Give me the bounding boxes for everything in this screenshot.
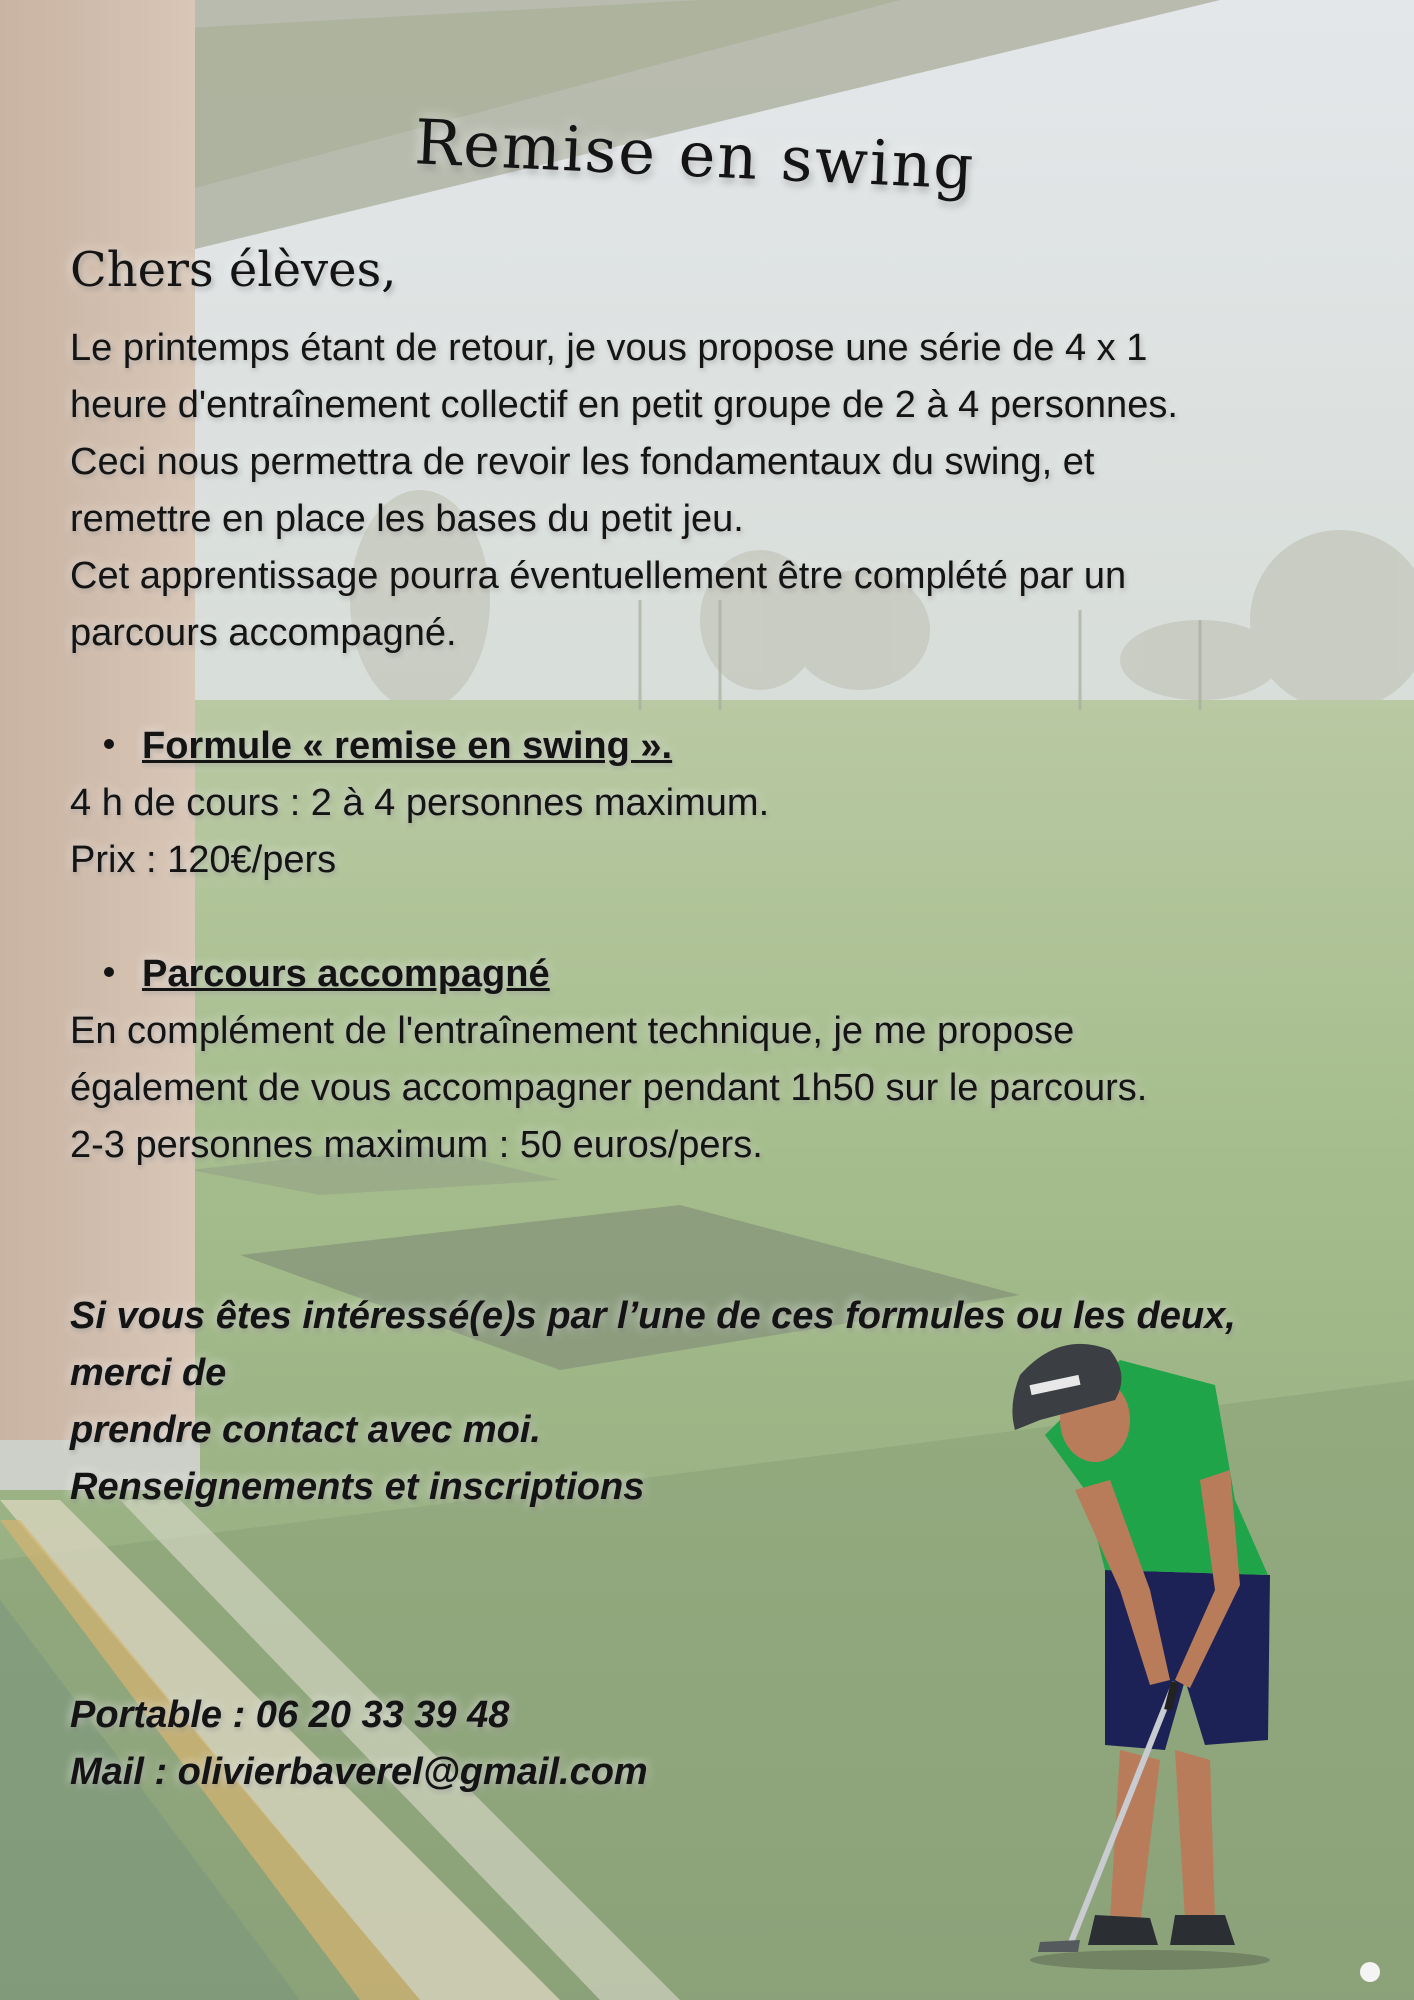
intro-line: Le printemps étant de retour, je vous propose une série de 4 x 1 [70, 327, 1148, 369]
formula2-details [70, 1003, 1147, 1174]
contact-details [70, 1687, 648, 1801]
contact-line: Si vous êtes intéressé(e)s par l’une de ces formules ou les deux, merci de [70, 1295, 1236, 1394]
greeting: Chers élèves, [70, 242, 397, 298]
intro-line: Ceci nous permettra de revoir les fondamentaux du swing, et [70, 441, 1095, 483]
email-address[interactable]: Mail : olivierbaverel@gmail.com [70, 1751, 648, 1793]
formula2-line: En complément de l'entraînement technique, je me propose [70, 1010, 1075, 1052]
formula2-line: 2-3 personnes maximum : 50 euros/pers. [70, 1124, 763, 1166]
formula1-label: Formule « remise en swing ». [142, 725, 673, 767]
phone-number[interactable]: Portable : 06 20 33 39 48 [70, 1694, 510, 1736]
formula2-line: également de vous accompagner pendant 1h50 sur le parcours. [70, 1067, 1148, 1109]
intro-line: parcours accompagné. [70, 612, 457, 654]
contact-invitation [70, 1288, 1330, 1516]
intro-line: Cet apprentissage pourra éventuellement être complété par un [70, 555, 1127, 597]
contact-line: Renseignements et inscriptions [70, 1466, 645, 1508]
formula1-heading [104, 718, 672, 775]
intro-line: heure d'entraînement collectif en petit groupe de 2 à 4 personnes. [70, 384, 1178, 426]
intro-paragraph [70, 320, 1178, 662]
poster-title: Remise en swing [413, 105, 977, 204]
formula2-heading [104, 946, 550, 1003]
formula1-details [70, 775, 769, 889]
formula1-line: 4 h de cours : 2 à 4 personnes maximum. [70, 782, 770, 824]
bullet-dot [104, 739, 114, 749]
bullet-dot [104, 967, 114, 977]
formula2-label: Parcours accompagné [142, 953, 550, 995]
intro-line: remettre en place les bases du petit jeu. [70, 498, 744, 540]
formula1-line: Prix : 120€/pers [70, 839, 337, 881]
contact-line: prendre contact avec moi. [70, 1409, 541, 1451]
